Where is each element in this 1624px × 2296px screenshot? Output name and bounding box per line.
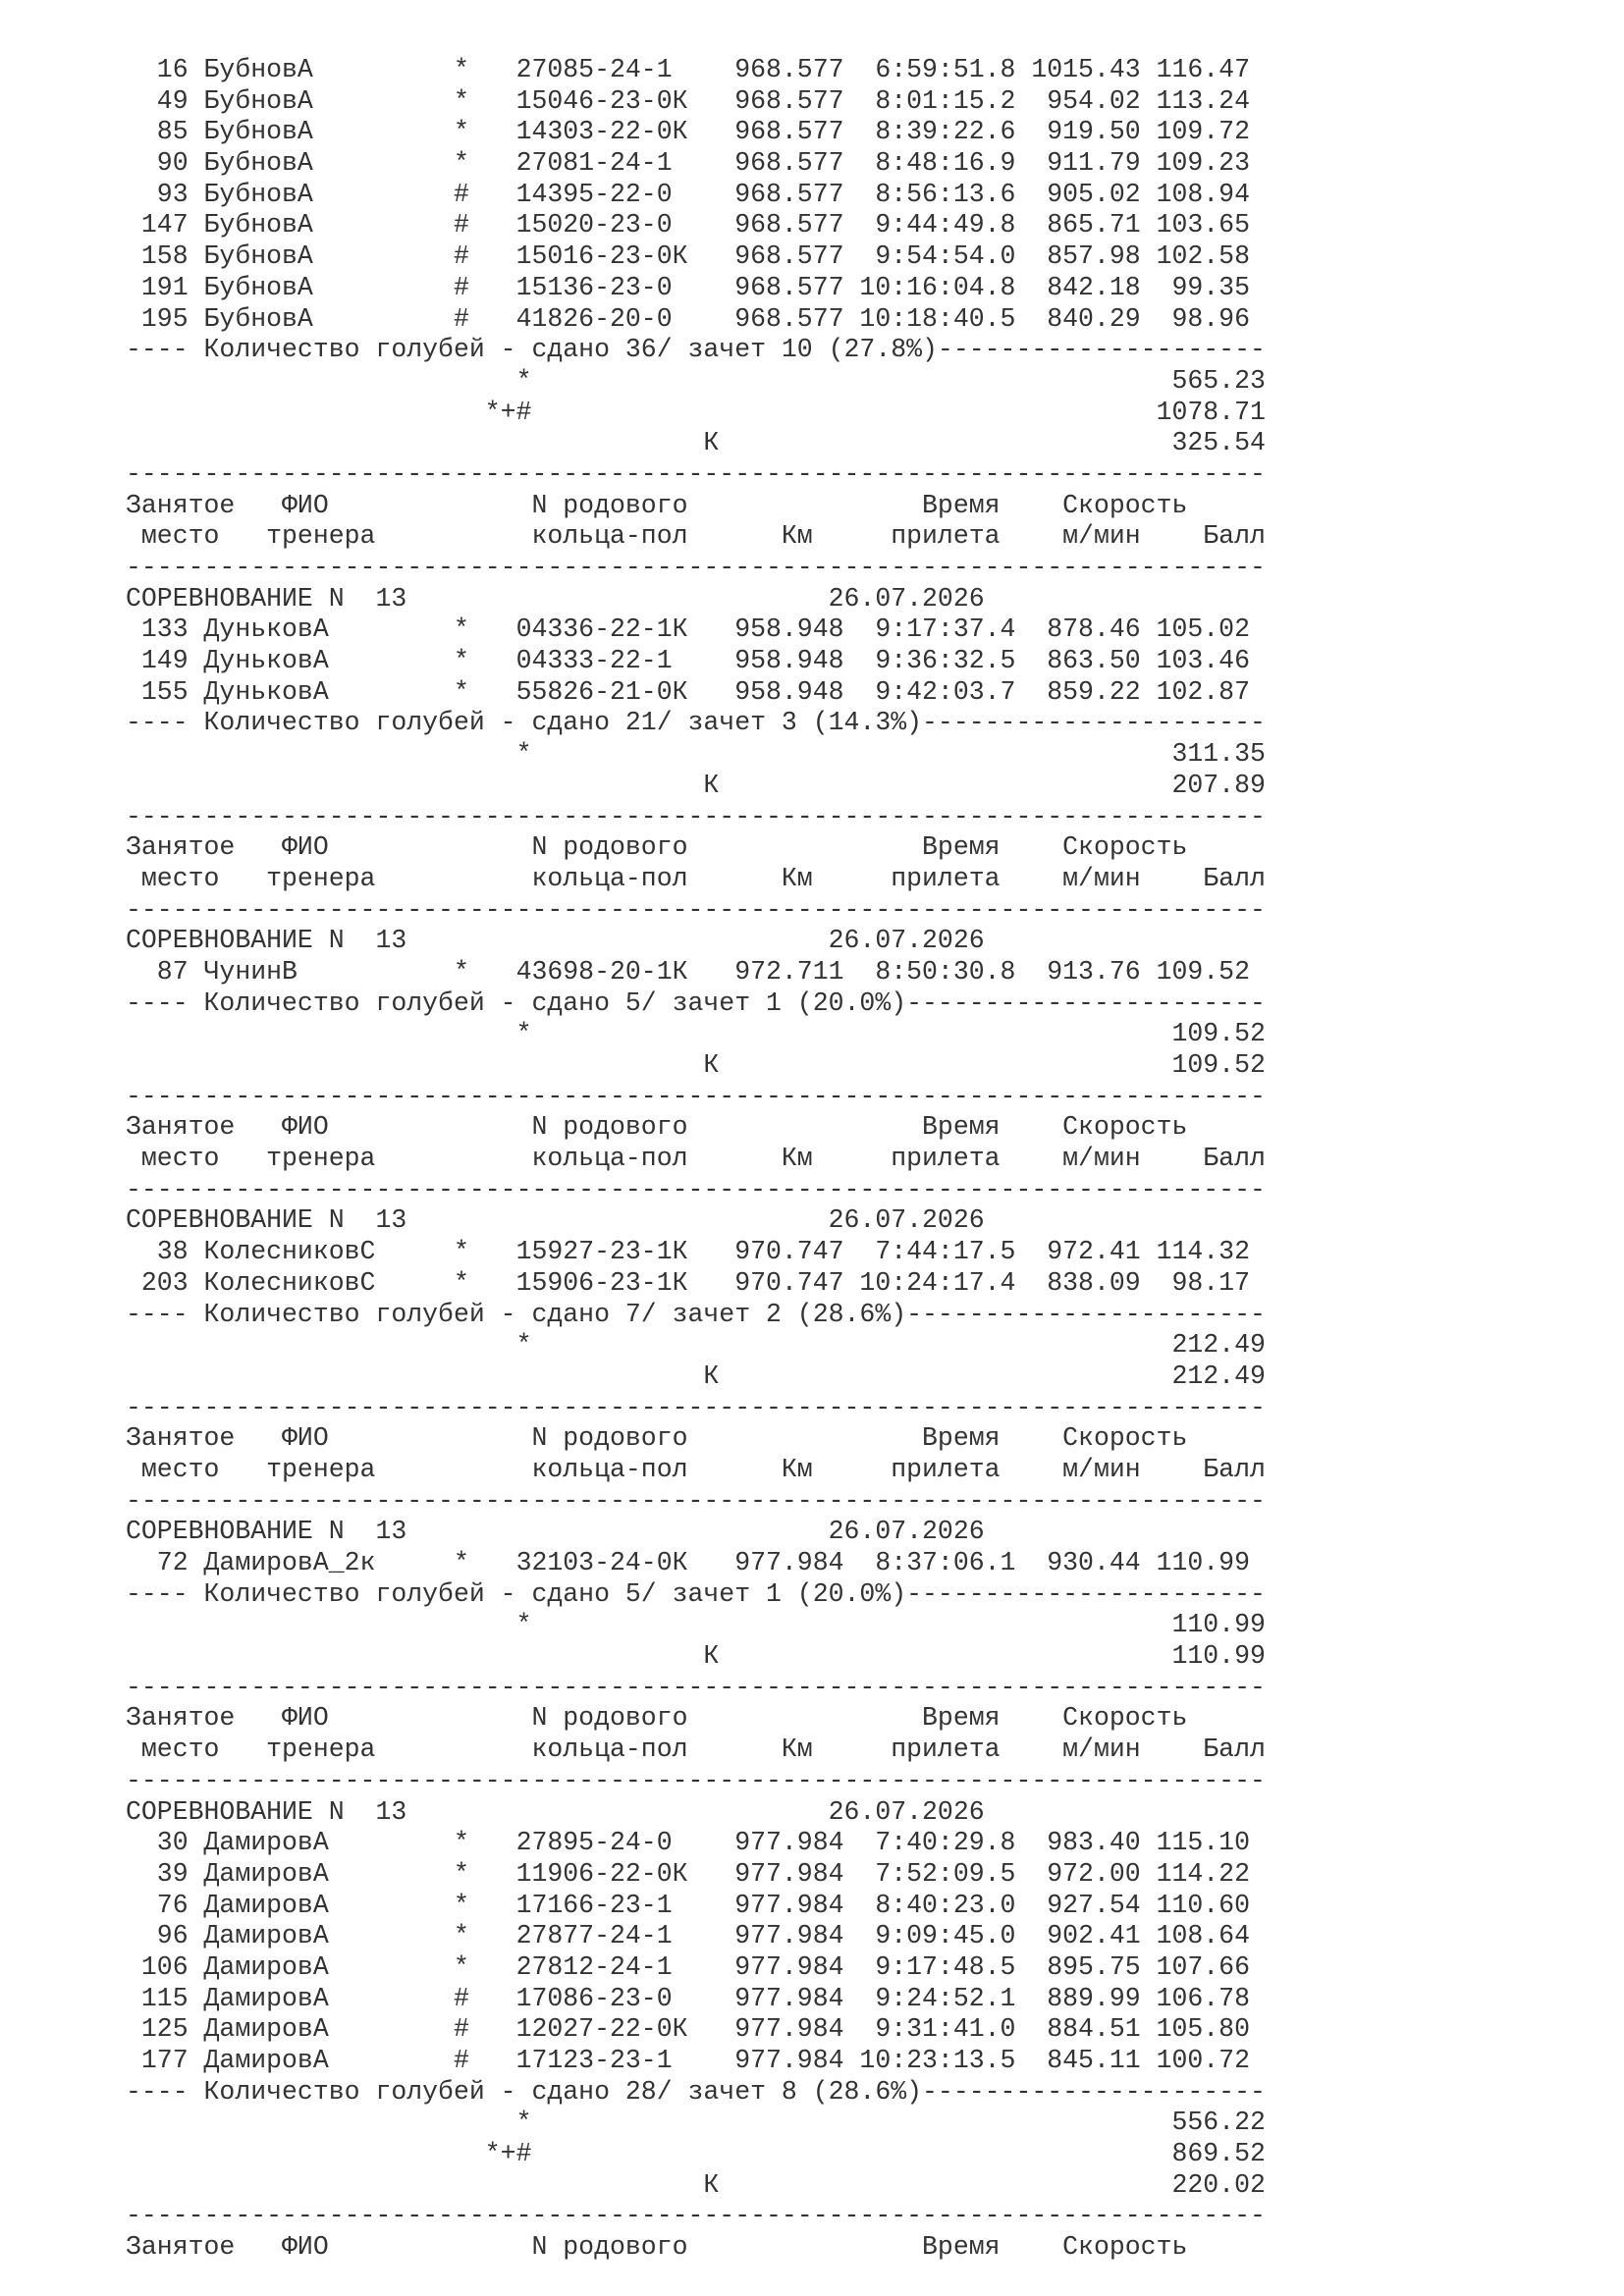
report-line: СОРЕВНОВАНИЕ N 13 26.07.2026 xyxy=(126,1517,985,1547)
report-line: 133 ДуньковА * 04336-22-1К 958.948 9:17:37.4 878.46 105.02 xyxy=(126,614,1250,645)
report-line: 203 КолесниковС * 15906-23-1К 970.747 10:24:17.4 838.09 98.17 xyxy=(126,1267,1250,1298)
report-line: *+# 1078.71 xyxy=(126,397,1266,427)
report-line: ---- Количество голубей - сдано 5/ зачет 1 (20.0%)----------------------- xyxy=(126,1578,1266,1609)
results-printout xyxy=(126,55,1266,2264)
report-line: 76 ДамировА * 17166-23-1 977.984 8:40:23.0 927.54 110.60 xyxy=(126,1890,1250,1920)
report-line: К 207.89 xyxy=(126,770,1266,800)
report-line: место тренера кольца-пол Км прилета м/мин Балл xyxy=(126,521,1266,552)
report-line: * 565.23 xyxy=(126,365,1266,396)
report-line: Занятое ФИО N родового Время Скорость xyxy=(126,2232,1188,2263)
report-line: ------------------------------------------------------------------------- xyxy=(126,894,1266,925)
report-line: ------------------------------------------------------------------------- xyxy=(126,1765,1266,1795)
report-line: 149 ДуньковА * 04333-22-1 958.948 9:36:32.5 863.50 103.46 xyxy=(126,646,1250,676)
report-line: Занятое ФИО N родового Время Скорость xyxy=(126,1703,1188,1734)
report-line: ------------------------------------------------------------------------- xyxy=(126,458,1266,489)
report-line: 106 ДамировА * 27812-24-1 977.984 9:17:48.5 895.75 107.66 xyxy=(126,1951,1250,1982)
report-line: ---- Количество голубей - сдано 5/ зачет 1 (20.0%)----------------------- xyxy=(126,988,1266,1018)
report-line: 147 БубновА # 15020-23-0 968.577 9:44:49.8 865.71 103.65 xyxy=(126,210,1250,240)
report-line: 16 БубновА * 27085-24-1 968.577 6:59:51.8 1015.43 116.47 xyxy=(126,55,1250,84)
report-line: место тренера кольца-пол Км прилета м/мин Балл xyxy=(126,1454,1266,1484)
report-line: ---- Количество голубей - сдано 21/ зачет 3 (14.3%)---------------------- xyxy=(126,708,1266,738)
report-line: ------------------------------------------------------------------------- xyxy=(126,553,1266,582)
report-line: ---- Количество голубей - сдано 7/ зачет 2 (28.6%)----------------------- xyxy=(126,1299,1266,1329)
report-line: ------------------------------------------------------------------------- xyxy=(126,1081,1266,1111)
report-line: 38 КолесниковС * 15927-23-1К 970.747 7:44:17.5 972.41 114.32 xyxy=(126,1237,1250,1267)
report-line: ------------------------------------------------------------------------- xyxy=(126,801,1266,831)
report-line: ------------------------------------------------------------------------- xyxy=(126,2201,1266,2231)
report-line: * 311.35 xyxy=(126,739,1266,770)
report-line: 158 БубновА # 15016-23-0К 968.577 9:54:54.0 857.98 102.58 xyxy=(126,241,1250,272)
report-line: ------------------------------------------------------------------------- xyxy=(126,1485,1266,1516)
report-line: 93 БубновА # 14395-22-0 968.577 8:56:13.6 905.02 108.94 xyxy=(126,179,1250,209)
report-line: К 325.54 xyxy=(126,428,1266,458)
report-line: 125 ДамировА # 12027-22-0К 977.984 9:31:41.0 884.51 105.80 xyxy=(126,2014,1250,2045)
report-line: ------------------------------------------------------------------------- xyxy=(126,1174,1266,1204)
report-line: 85 БубновА * 14303-22-0К 968.577 8:39:22.6 919.50 109.72 xyxy=(126,117,1250,147)
report-line: СОРЕВНОВАНИЕ N 13 26.07.2026 xyxy=(126,1796,985,1827)
report-line: Занятое ФИО N родового Время Скорость xyxy=(126,1423,1188,1454)
report-line: СОРЕВНОВАНИЕ N 13 26.07.2026 xyxy=(126,926,985,956)
report-line: 191 БубновА # 15136-23-0 968.577 10:16:04.8 842.18 99.35 xyxy=(126,272,1250,302)
report-line: ------------------------------------------------------------------------- xyxy=(126,1672,1266,1702)
report-line: 177 ДамировА # 17123-23-1 977.984 10:23:13.5 845.11 100.72 xyxy=(126,2046,1250,2075)
report-line: * 212.49 xyxy=(126,1330,1266,1361)
report-line: К 212.49 xyxy=(126,1361,1266,1391)
report-line: 72 ДамировА_2к * 32103-24-0К 977.984 8:37:06.1 930.44 110.99 xyxy=(126,1548,1250,1577)
report-line: СОРЕВНОВАНИЕ N 13 26.07.2026 xyxy=(126,1205,985,1236)
report-line: 30 ДамировА * 27895-24-0 977.984 7:40:29.8 983.40 115.10 xyxy=(126,1828,1250,1858)
report-line: 195 БубновА # 41826-20-0 968.577 10:18:40.5 840.29 98.96 xyxy=(126,303,1250,334)
report-line: 39 ДамировА * 11906-22-0К 977.984 7:52:09.5 972.00 114.22 xyxy=(126,1858,1250,1889)
report-line: ---- Количество голубей - сдано 36/ зачет 10 (27.8%)--------------------- xyxy=(126,335,1266,365)
report-line: Занятое ФИО N родового Время Скорость xyxy=(126,490,1188,520)
report-line: 155 ДуньковА * 55826-21-0К 958.948 9:42:03.7 859.22 102.87 xyxy=(126,676,1250,707)
report-line: Занятое ФИО N родового Время Скорость xyxy=(126,1112,1188,1143)
report-line: * 109.52 xyxy=(126,1019,1266,1049)
report-line: * 556.22 xyxy=(126,2108,1266,2138)
report-line: место тренера кольца-пол Км прилета м/мин Балл xyxy=(126,863,1266,893)
report-line: * 110.99 xyxy=(126,1610,1266,1640)
report-line: место тренера кольца-пол Км прилета м/мин Балл xyxy=(126,1144,1266,1174)
report-line: ---- Количество голубей - сдано 28/ зачет 8 (28.6%)---------------------- xyxy=(126,2076,1266,2107)
report-line: 87 ЧунинВ * 43698-20-1К 972.711 8:50:30.8 913.76 109.52 xyxy=(126,956,1250,987)
report-line: К 110.99 xyxy=(126,1641,1266,1672)
report-line: ------------------------------------------------------------------------- xyxy=(126,1392,1266,1422)
report-line: СОРЕВНОВАНИЕ N 13 26.07.2026 xyxy=(126,583,985,614)
report-line: 49 БубновА * 15046-23-0К 968.577 8:01:15.2 954.02 113.24 xyxy=(126,85,1250,116)
report-line: место тренера кольца-пол Км прилета м/мин Балл xyxy=(126,1735,1266,1765)
report-line: Занятое ФИО N родового Время Скорость xyxy=(126,832,1188,863)
report-line: 115 ДамировА # 17086-23-0 977.984 9:24:52.1 889.99 106.78 xyxy=(126,1983,1250,2013)
report-line: 96 ДамировА * 27877-24-1 977.984 9:09:45.0 902.41 108.64 xyxy=(126,1921,1250,1951)
report-line: К 109.52 xyxy=(126,1050,1266,1080)
report-line: *+# 869.52 xyxy=(126,2139,1266,2169)
report-line: К 220.02 xyxy=(126,2169,1266,2200)
report-line: 90 БубновА * 27081-24-1 968.577 8:48:16.9 911.79 109.23 xyxy=(126,148,1250,179)
